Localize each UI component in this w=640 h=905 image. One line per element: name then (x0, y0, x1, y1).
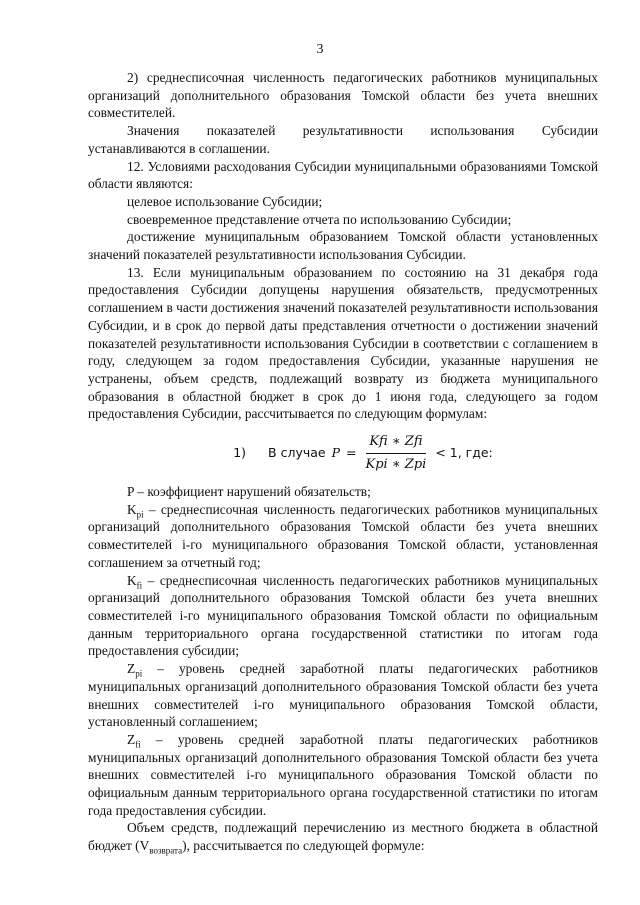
definition-zpi-text: – уровень средней заработной платы педагогических работников муниципальных организаций дополнительного образования Томской области без учета внешних совместителей i-го муниципального образования Томской области, установленный соглашением; (88, 661, 598, 730)
definition-kfi (88, 572, 598, 661)
symbol-z: Z (127, 661, 136, 677)
formula-coefficient (88, 433, 598, 473)
definition-kpi-text: – среднесписочная численность педагогических работников муниципальных организаций дополнительного образования Томской области без учета внешних совместителей i-го муниципального образования Томской области, установленная соглашением за отчетный год; (88, 501, 598, 570)
formula-lhs: P (331, 445, 341, 461)
paragraph-conditions-heading: 12. Условиями расходования Субсидии муниципальными образованиями Томской области являются: (88, 158, 598, 192)
list-item-timely-report: своевременное представление отчета по использованию Субсидии; (127, 211, 512, 227)
symbol-k: K (127, 572, 137, 588)
refund-text-after: ), рассчитывается по следующей формуле: (182, 838, 425, 854)
formula-prefix: В случае (268, 445, 326, 461)
paragraph-staff-count: 2) среднесписочная численность педагогических работников муниципальных организаций дополнительного образования Томской области без учета внешних совместителей. (88, 70, 598, 121)
definition-kfi-text: – среднесписочная численность педагогических работников муниципальных организаций дополнительного образования Томской области без учета внешних совместителей i-го муниципального образования Томской области по официальным данным территориального органа государственной статистики по итогам года предоставления субсидии; (88, 572, 598, 659)
definition-kpi (88, 501, 598, 572)
formula-numerator: Kfi ∗ Zfi (366, 433, 425, 454)
subscript-fi: fi (136, 580, 143, 591)
definition-zfi (88, 731, 598, 820)
page-number: 3 (316, 42, 324, 57)
paragraph-refund-volume (88, 819, 598, 854)
paragraph-violations: 13. Если муниципальным образованием по состоянию на 31 декабря года предоставления Субсидии допущены нарушения обязательств, предусмотренных соглашением в части достижения значений показателей результативности использования Субсидии, и в срок до первой даты представления отчетности о достижении значений показателей результативности использования Субсидии в соответствии с соглашением в году, следующем за годом предоставления Субсидии, указанные нарушения не устранены, объем средств, подлежащий возврату из бюджета муниципального образования в областной бюджет в срок до 1 июня года, следующего за годом предоставления Субсидии, рассчитывается по следующим формулам: (88, 264, 598, 422)
list-item-target-use: целевое использование Субсидии; (127, 193, 323, 209)
symbol-z: Z (127, 731, 136, 747)
formula-fraction (363, 433, 430, 473)
definition-zpi (88, 660, 598, 731)
refund-text-before: Объем средств, подлежащий перечислению из местного бюджета в областной бюджет (V (88, 820, 598, 854)
subscript-pi: pi (135, 668, 143, 679)
subscript-pi: pi (136, 509, 144, 520)
formula-denominator: Kpi ∗ Zpi (365, 456, 427, 472)
definition-zfi-text: – уровень средней заработной платы педагогических работников муниципальных организаций дополнительного образования Томской области без учета внешних совместителей i-го муниципального образования Томской области по официальным данным территориального органа государственной статистики по итогам года предоставления субсидии. (88, 731, 598, 818)
paragraph-indicator-values: Значения показателей результативности использования Субсидии устанавливаются в соглашении. (88, 123, 598, 156)
symbol-k: K (127, 501, 137, 517)
subscript-fi: fi (135, 739, 141, 750)
formula-equals: = (346, 445, 357, 461)
subscript-vozvrata: возврата (149, 845, 183, 856)
document-body (88, 69, 598, 855)
definition-p: P – коэффициент нарушений обязательств; (127, 484, 371, 500)
formula-suffix: < 1, где: (435, 445, 493, 461)
list-item-achievement: достижение муниципальным образованием Томской области установленных значений показателей результативности использования Субсидии. (88, 229, 598, 263)
formula-number: 1) (233, 445, 247, 461)
